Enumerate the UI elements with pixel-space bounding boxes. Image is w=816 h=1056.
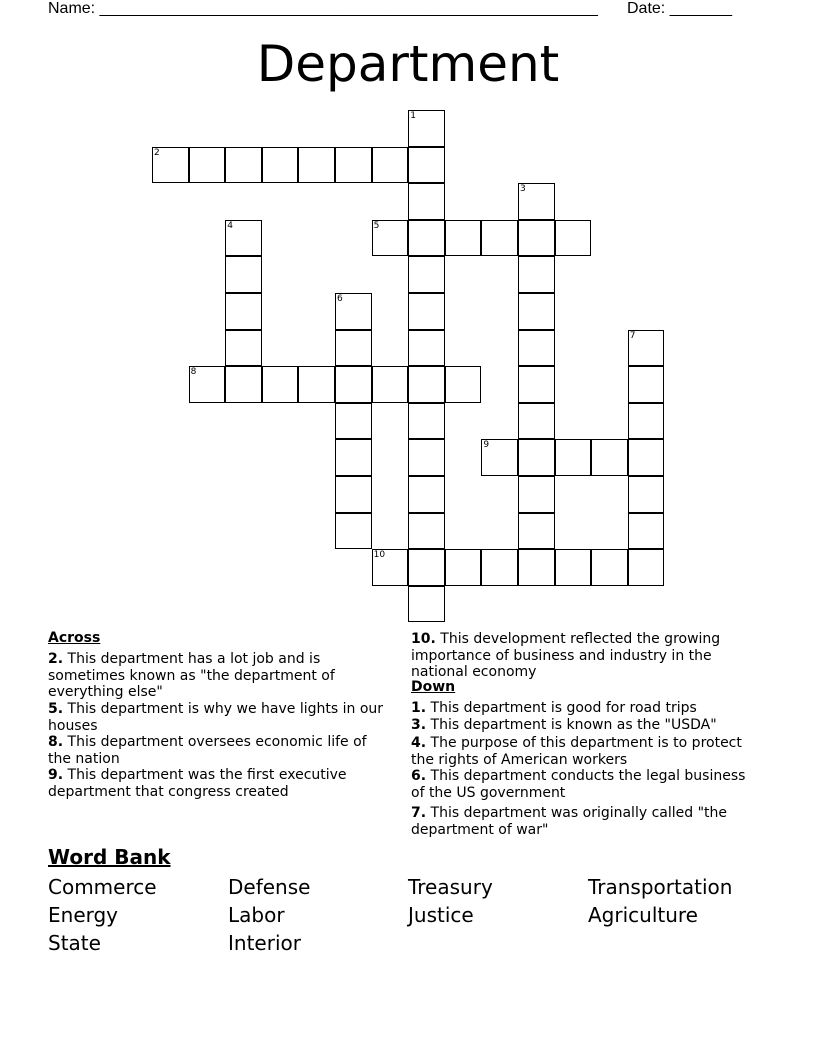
clue-text: This department was the first executive department that congress created: [48, 767, 347, 800]
crossword-cell[interactable]: [518, 330, 555, 367]
word-bank-item: Interior: [228, 931, 301, 955]
clue-across-8: [48, 734, 388, 767]
down-heading: Down: [411, 679, 456, 695]
clue-across-9: [48, 767, 388, 800]
clue-text: This department has a lot job and is sometimes known as "the department of everything else": [48, 651, 335, 700]
word-bank-title: Word Bank: [48, 845, 171, 869]
clue-number: 10.: [411, 631, 436, 647]
cell-number: 5: [373, 220, 380, 231]
word-bank-item: Energy: [48, 903, 119, 927]
crossword-cell[interactable]: [408, 293, 445, 330]
crossword-cell[interactable]: [445, 220, 482, 257]
crossword-cell[interactable]: [408, 110, 445, 147]
cell-number: 8: [190, 367, 197, 378]
crossword-cell[interactable]: [225, 293, 262, 330]
clue-text: This department is good for road trips: [430, 700, 697, 716]
clue-number: 2.: [48, 651, 64, 667]
crossword-cell[interactable]: [372, 147, 409, 184]
clue-number: 6.: [411, 768, 427, 784]
clue-down-1: [411, 700, 751, 717]
crossword-cell[interactable]: [335, 330, 372, 367]
crossword-cell[interactable]: [518, 366, 555, 403]
crossword-cell[interactable]: [225, 147, 262, 184]
crossword-cell[interactable]: [518, 293, 555, 330]
crossword-cell[interactable]: [408, 183, 445, 220]
crossword-cell[interactable]: [481, 439, 518, 476]
crossword-cell[interactable]: [408, 513, 445, 550]
crossword-cell[interactable]: [518, 476, 555, 513]
crossword-cell[interactable]: [408, 366, 445, 403]
crossword-cell[interactable]: [518, 256, 555, 293]
crossword-cell[interactable]: [555, 549, 592, 586]
crossword-cell[interactable]: [628, 513, 665, 550]
word-bank-item: State: [48, 931, 101, 955]
clue-text: This department was originally called "the department of war": [411, 805, 727, 838]
crossword-cell[interactable]: [335, 513, 372, 550]
clue-text: This development reflected the growing importance of business and industry in the national economy: [411, 631, 721, 680]
page-title: Department: [256, 35, 560, 93]
word-bank-item: Agriculture: [588, 903, 698, 927]
clue-down-3: [411, 717, 751, 734]
word-bank-item: Commerce: [48, 875, 157, 899]
crossword-cell[interactable]: [408, 256, 445, 293]
clue-number: 8.: [48, 734, 64, 750]
crossword-cell[interactable]: [298, 366, 335, 403]
clue-number: 5.: [48, 701, 64, 717]
cell-number: 4: [227, 220, 233, 231]
crossword-cell[interactable]: [408, 439, 445, 476]
crossword-cell[interactable]: [518, 220, 555, 257]
crossword-cell[interactable]: [189, 366, 226, 403]
word-bank-item: Transportation: [588, 875, 733, 899]
clue-across-10: [411, 631, 751, 681]
crossword-cell[interactable]: [225, 366, 262, 403]
clue-across-2: [48, 651, 388, 701]
crossword-cell[interactable]: [408, 403, 445, 440]
crossword-cell[interactable]: [335, 439, 372, 476]
crossword-cell[interactable]: [591, 549, 628, 586]
crossword-cell[interactable]: [408, 220, 445, 257]
crossword-cell[interactable]: [335, 366, 372, 403]
crossword-cell[interactable]: [225, 220, 262, 257]
crossword-cell[interactable]: [408, 476, 445, 513]
word-bank-item: Justice: [408, 903, 474, 927]
crossword-cell[interactable]: [445, 366, 482, 403]
crossword-cell[interactable]: [628, 366, 665, 403]
crossword-cell[interactable]: [152, 147, 189, 184]
clue-across-5: [48, 701, 388, 734]
cell-number: 10: [373, 550, 386, 561]
crossword-cell[interactable]: [335, 293, 372, 330]
crossword-cell[interactable]: [555, 220, 592, 257]
crossword-cell[interactable]: [225, 330, 262, 367]
clue-text: This department is why we have lights in our houses: [48, 701, 384, 734]
crossword-cell[interactable]: [518, 403, 555, 440]
clue-text: The purpose of this department is to protect the rights of American workers: [411, 735, 742, 768]
cell-number: 2: [154, 147, 160, 158]
crossword-cell[interactable]: [628, 549, 665, 586]
date-field[interactable]: Date: _______: [627, 0, 732, 17]
cell-number: 9: [483, 440, 490, 451]
crossword-cell[interactable]: [189, 147, 226, 184]
crossword-cell[interactable]: [481, 549, 518, 586]
crossword-cell[interactable]: [518, 183, 555, 220]
cell-number: 1: [410, 111, 416, 121]
crossword-cell[interactable]: [518, 513, 555, 550]
clue-down-4: [411, 735, 751, 768]
crossword-cell[interactable]: [518, 549, 555, 586]
clue-number: 3.: [411, 717, 427, 733]
cell-number: 6: [337, 294, 343, 304]
crossword-cell[interactable]: [262, 366, 299, 403]
crossword-cell[interactable]: [445, 549, 482, 586]
crossword-cell[interactable]: [408, 330, 445, 367]
crossword-cell[interactable]: [628, 476, 665, 513]
clue-text: This department is known as the "USDA": [430, 717, 717, 733]
crossword-cell[interactable]: [628, 439, 665, 476]
clue-number: 1.: [411, 700, 427, 716]
crossword-cell[interactable]: [225, 256, 262, 293]
crossword-cell[interactable]: [591, 439, 628, 476]
crossword-cell[interactable]: [518, 439, 555, 476]
crossword-cell[interactable]: [372, 220, 409, 257]
crossword-cell[interactable]: [628, 330, 665, 367]
word-bank-item: Labor: [228, 903, 285, 927]
crossword-cell[interactable]: [408, 586, 445, 623]
clue-number: 9.: [48, 767, 64, 783]
crossword-cell[interactable]: [262, 147, 299, 184]
crossword-cell[interactable]: [372, 549, 409, 586]
word-bank-item: Treasury: [408, 875, 493, 899]
crossword-cell[interactable]: [335, 476, 372, 513]
crossword-cell[interactable]: [408, 549, 445, 586]
crossword-cell[interactable]: [481, 220, 518, 257]
crossword-cell[interactable]: [372, 366, 409, 403]
cell-number: 7: [629, 330, 636, 341]
cell-number: 3: [520, 184, 526, 195]
clue-text: This department oversees economic life of the nation: [48, 734, 367, 767]
clue-down-6: [411, 768, 751, 801]
word-bank-item: Defense: [228, 875, 311, 899]
crossword-cell[interactable]: [298, 147, 335, 184]
crossword-cell[interactable]: [628, 403, 665, 440]
across-heading: Across: [48, 630, 101, 646]
crossword-cell[interactable]: [335, 147, 372, 184]
name-field[interactable]: Name: ________________________________________________________: [48, 0, 598, 17]
crossword-cell[interactable]: [555, 439, 592, 476]
clue-down-7: [411, 805, 751, 838]
clue-text: This department conducts the legal business of the US government: [411, 768, 746, 801]
clue-number: 4.: [411, 735, 427, 751]
crossword-cell[interactable]: [408, 147, 445, 184]
crossword-cell[interactable]: [335, 403, 372, 440]
clue-number: 7.: [411, 805, 427, 821]
